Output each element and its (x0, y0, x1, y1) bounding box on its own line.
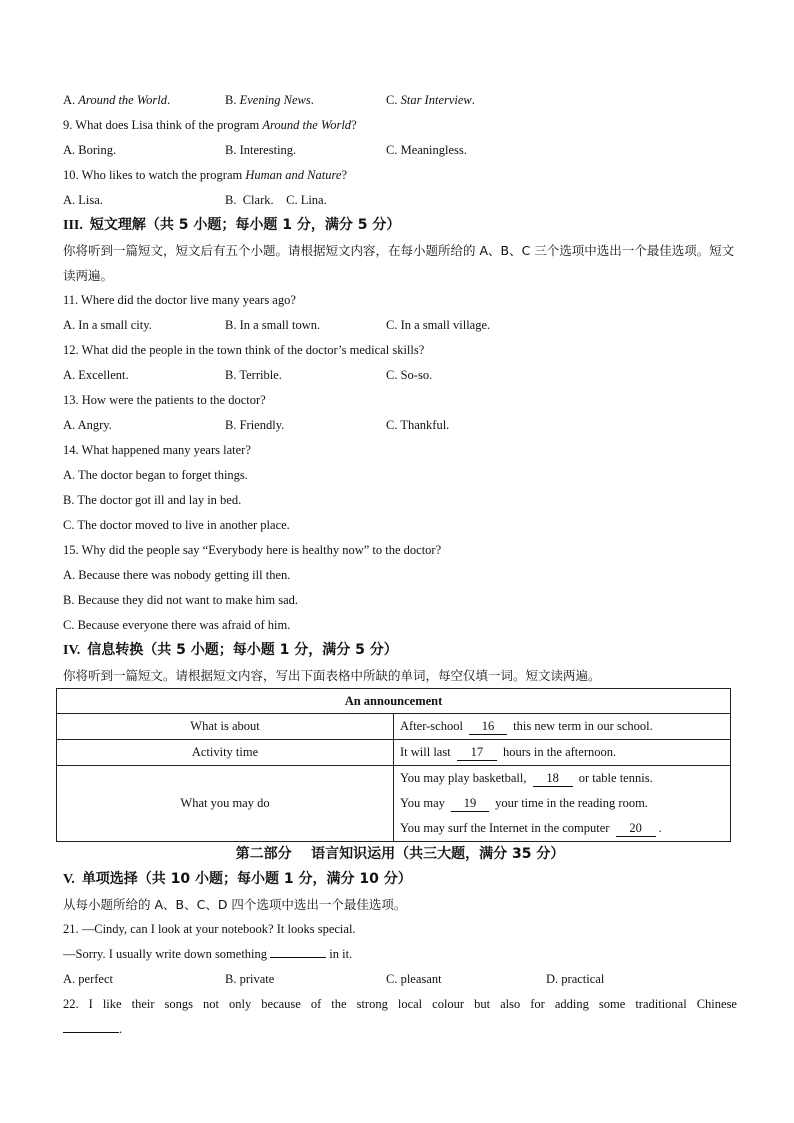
option-c: C. The doctor moved to live in another place. (63, 518, 290, 532)
option-b: B. Evening News. (225, 93, 314, 107)
answer-blank-20[interactable]: 20 (616, 820, 656, 837)
option-a: A. perfect (63, 972, 113, 986)
question-21: 21. —Cindy, can I look at your notebook? It looks special. (63, 922, 356, 936)
answer-blank-17[interactable]: 17 (457, 744, 497, 761)
section-3-instruction: 你将听到一篇短文，短文后有五个小题。请根据短文内容，在每小题所给的 A、B、C 三个选项中选出一个最佳选项。短文读两遍。 (63, 243, 735, 283)
exam-page (63, 88, 737, 1042)
q8-options (63, 88, 737, 113)
option-c: C. So-so. (386, 368, 433, 382)
option-c: C. pleasant (386, 972, 442, 986)
option-c: C. In a small village. (386, 318, 491, 332)
row-content: It will last 17 hours in the afternoon. (394, 740, 731, 766)
question-15: 15. Why did the people say “Everybody here is healthy now” to the doctor? (63, 543, 442, 557)
option-a: A. Lisa. (63, 193, 103, 207)
option-c: C. Because everyone there was afraid of him. (63, 618, 291, 632)
section-5-instruction: 从每小题所给的 A、B、C、D 四个选项中选出一个最佳选项。 (63, 897, 407, 912)
option-a: A. Because there was nobody getting ill then. (63, 568, 291, 582)
option-b: B. Because they did not want to make him sad. (63, 593, 299, 607)
option-c: C. Star Interview. (386, 93, 475, 107)
q13-options (63, 413, 737, 438)
question-13: 13. How were the patients to the doctor? (63, 393, 266, 407)
option-b: B. Terrible. (225, 368, 282, 382)
question-11: 11. Where did the doctor live many years ago? (63, 293, 296, 307)
table-row (57, 714, 731, 740)
q12-options (63, 363, 737, 388)
table-row (57, 766, 731, 842)
option-a: A. Around the World. (63, 93, 171, 107)
option-a: A. Excellent. (63, 368, 129, 382)
part-2-heading: 第二部分 语言知识运用（共三大题，满分 35 分） (235, 846, 565, 862)
option-b-c: B. Clark. C. Lina. (225, 193, 327, 207)
option-c: C. Thankful. (386, 418, 450, 432)
section-5-heading: V. 单项选择（共 10 小题；每小题 1 分，满分 10 分） (63, 871, 412, 887)
row-label: What you may do (57, 766, 394, 842)
row-label: What is about (57, 714, 394, 740)
option-b: B. private (225, 972, 275, 986)
question-22-blank-line: . (63, 1017, 737, 1042)
question-9: 9. What does Lisa think of the program Around the World? (63, 118, 357, 132)
table-row (57, 740, 731, 766)
q10-options (63, 188, 737, 213)
q11-options (63, 313, 737, 338)
q9-options (63, 138, 737, 163)
option-c: C. Meaningless. (386, 143, 467, 157)
question-10: 10. Who likes to watch the program Human and Nature? (63, 168, 348, 182)
option-b: B. Friendly. (225, 418, 285, 432)
option-b: B. The doctor got ill and lay in bed. (63, 493, 242, 507)
row-content: You may play basketball, 18 or table tennis. You may 19 your time in the reading room. You may surf the Internet in the computer 20 . (394, 766, 731, 842)
section-4-instruction: 你将听到一篇短文。请根据短文内容，写出下面表格中所缺的单词，每空仅填一词。短文读两遍。 (63, 668, 601, 683)
section-4-heading: IV. 信息转换（共 5 小题；每小题 1 分，满分 5 分） (63, 642, 398, 658)
answer-blank-22[interactable] (63, 1018, 119, 1033)
option-b: B. Interesting. (225, 143, 297, 157)
option-a: A. The doctor began to forget things. (63, 468, 248, 482)
announcement-table (56, 688, 731, 842)
question-21-reply: —Sorry. I usually write down something in it. (63, 942, 737, 967)
option-b: B. In a small town. (225, 318, 321, 332)
table-caption: An announcement (57, 689, 731, 714)
option-d: D. practical (546, 972, 605, 986)
option-a: A. Boring. (63, 143, 117, 157)
option-a: A. Angry. (63, 418, 112, 432)
question-12: 12. What did the people in the town think of the doctor’s medical skills? (63, 343, 425, 357)
row-label: Activity time (57, 740, 394, 766)
question-14: 14. What happened many years later? (63, 443, 251, 457)
section-3-heading: III. 短文理解（共 5 小题；每小题 1 分，满分 5 分） (63, 217, 401, 233)
row-content: After-school 16 this new term in our school. (394, 714, 731, 740)
answer-blank-19[interactable]: 19 (451, 795, 489, 812)
q21-options (63, 967, 737, 992)
option-a: A. In a small city. (63, 318, 152, 332)
question-22: 22. I like their songs not only because of the strong local colour but also for adding some traditional Chinese (63, 997, 737, 1011)
answer-blank-18[interactable]: 18 (533, 770, 573, 787)
answer-blank-21[interactable] (270, 943, 326, 958)
answer-blank-16[interactable]: 16 (469, 718, 507, 735)
